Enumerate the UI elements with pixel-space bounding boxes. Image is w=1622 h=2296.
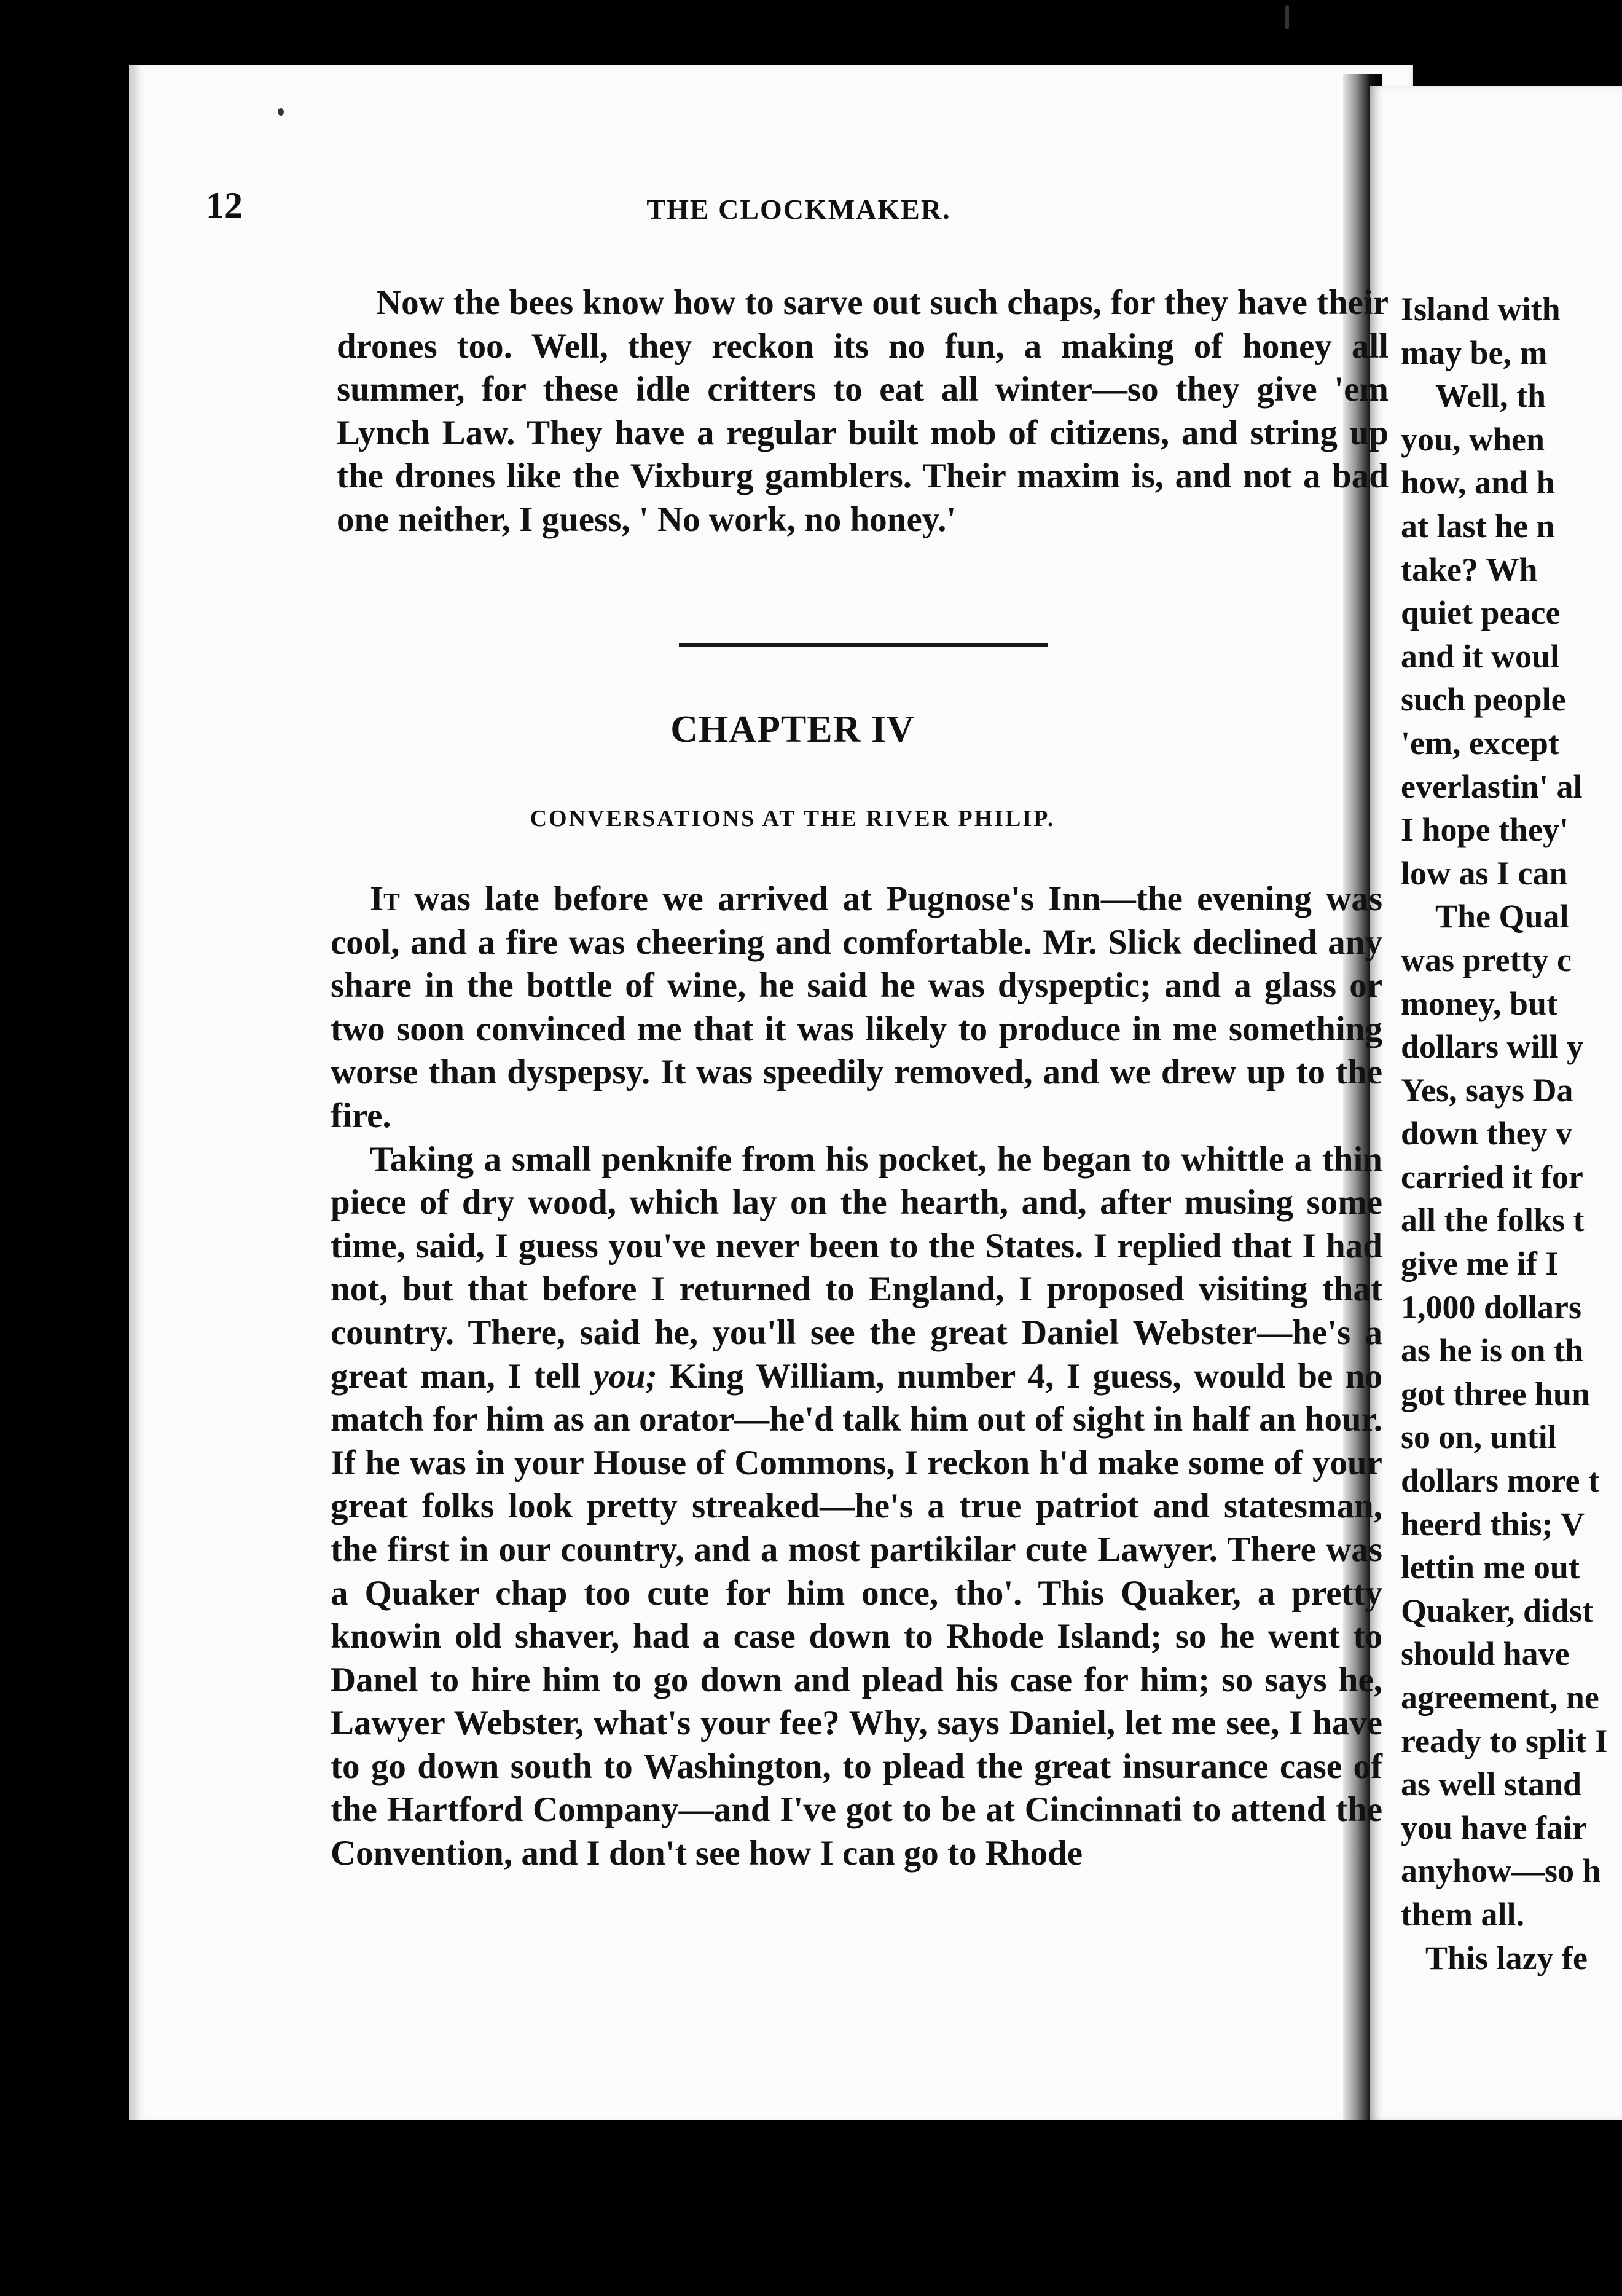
- facing-line: low as I can: [1401, 854, 1568, 892]
- facing-line: Quaker, didst: [1401, 1592, 1594, 1629]
- facing-line: give me if I: [1401, 1245, 1559, 1283]
- facing-line: got three hun: [1401, 1375, 1591, 1412]
- facing-line: heerd this; V: [1401, 1505, 1585, 1543]
- page-number: 12: [206, 185, 243, 226]
- paragraph-2-text-b: King William, number 4, I guess, would be no match for him as an orator—he'd talk him out of sight in half an hour. If he was in your House of Commons, I reckon h'd make some of your great folks look pretty streaked—he's a true patriot and statesman, the first in our country, and a most partikilar cute Lawyer. There was a Quaker chap too cute for him once, tho'. This Quaker, a pretty knowin old shaver, had a case down to Rhode Island; so he went to Danel to hire him to go down and plead his case for him; so says he, Lawyer Webster, what's your fee? Why, says Daniel, let me see, I have to go down south to Washington, to plead the great insurance case of the Hartford Company—and I've got to be at Cincinnati to attend the Convention, and I don't see how I can go to Rhode: [331, 1356, 1382, 1873]
- facing-line: quiet peace: [1401, 594, 1561, 632]
- facing-page-text: [1401, 288, 1622, 1980]
- facing-line: dollars more t: [1401, 1462, 1599, 1500]
- emphasis-you: you;: [593, 1356, 657, 1396]
- facing-line: should have: [1401, 1635, 1570, 1673]
- drop-word: It: [370, 879, 400, 918]
- chapter-paragraph-1: [331, 878, 1382, 1138]
- facing-line: you have fair: [1401, 1809, 1587, 1846]
- facing-line: how, and h: [1401, 464, 1555, 501]
- facing-line: The Qual: [1435, 898, 1569, 935]
- facing-line: anyhow—so h: [1401, 1852, 1601, 1890]
- facing-line: at last he n: [1401, 507, 1555, 545]
- continuation-text: [337, 281, 1389, 542]
- facing-line: everlastin' al: [1401, 768, 1583, 805]
- facing-line: as well stand: [1401, 1766, 1582, 1803]
- facing-line: 1,000 dollars: [1401, 1288, 1582, 1326]
- continuation-paragraph: Now the bees know how to sarve out such chaps, for they have their drones too. Well, they reckon its no fun, a making of honey all summer, for these idle critters to eat all winter—so they give 'em Lynch Law. They have a regular built mob of citizens, and string up the drones like the Vixburg gamblers. Their maxim is, and not a bad one neither, I guess, ' No work, no honey.': [337, 283, 1389, 539]
- facing-line: carried it for: [1401, 1158, 1583, 1195]
- dust-speck: [278, 108, 284, 116]
- facing-line: you, when: [1401, 420, 1545, 458]
- facing-line: them all.: [1401, 1895, 1524, 1933]
- facing-line: agreement, ne: [1401, 1679, 1599, 1716]
- facing-line: and it woul: [1401, 637, 1560, 675]
- facing-line: lettin me out: [1401, 1549, 1580, 1586]
- section-divider: [679, 643, 1048, 647]
- facing-line: Well, th: [1435, 377, 1546, 415]
- facing-line: was pretty c: [1401, 941, 1572, 978]
- dust-speck: [1285, 5, 1289, 29]
- chapter-subtitle: CONVERSATIONS AT THE RIVER PHILIP.: [530, 806, 1056, 832]
- paragraph-1-text: was late before we arrived at Pugnose's Inn—the evening was cool, and a fire was cheering and comfortable. Mr. Slick declined any share in the bottle of wine, he said he was dyspeptic; and a glass or two soon convinced me that it was likely to produce in me something worse than dyspepsy. It was speedily removed, and we drew up to the fire.: [331, 879, 1382, 1135]
- facing-line: Island with: [1401, 291, 1561, 328]
- facing-line: Yes, says Da: [1401, 1071, 1573, 1109]
- facing-line: take? Wh: [1401, 551, 1538, 588]
- facing-line: so on, until: [1401, 1418, 1557, 1456]
- chapter-heading: CHAPTER IV: [670, 709, 915, 750]
- facing-line: ready to split I: [1401, 1722, 1608, 1759]
- facing-line: as he is on th: [1401, 1332, 1584, 1369]
- chapter-text: [331, 878, 1382, 1876]
- paragraph-2-text-a: Taking a small penknife from his pocket, he began to whittle a thin piece of dry wood, which lay on the hearth, and, after musing some time, said, I guess you've never been to the States. I replied that I had not, but that before I returned to England, I proposed visiting that country. There, said he, you'll see the great Daniel Webster—he's a great man, I tell: [331, 1139, 1382, 1396]
- chapter-paragraph-2: [331, 1138, 1382, 1876]
- facing-line: money, but: [1401, 985, 1558, 1022]
- facing-line: may be, m: [1401, 334, 1548, 371]
- facing-line: This lazy fe: [1425, 1939, 1588, 1976]
- running-title: THE CLOCKMAKER.: [646, 194, 951, 225]
- facing-line: 'em, except: [1401, 724, 1559, 761]
- facing-line: all the folks t: [1401, 1201, 1585, 1239]
- facing-line: down they v: [1401, 1115, 1573, 1152]
- facing-line: such people: [1401, 681, 1566, 718]
- page-header: [206, 184, 1392, 240]
- facing-line: I hope they': [1401, 811, 1569, 849]
- facing-line: dollars will y: [1401, 1028, 1584, 1066]
